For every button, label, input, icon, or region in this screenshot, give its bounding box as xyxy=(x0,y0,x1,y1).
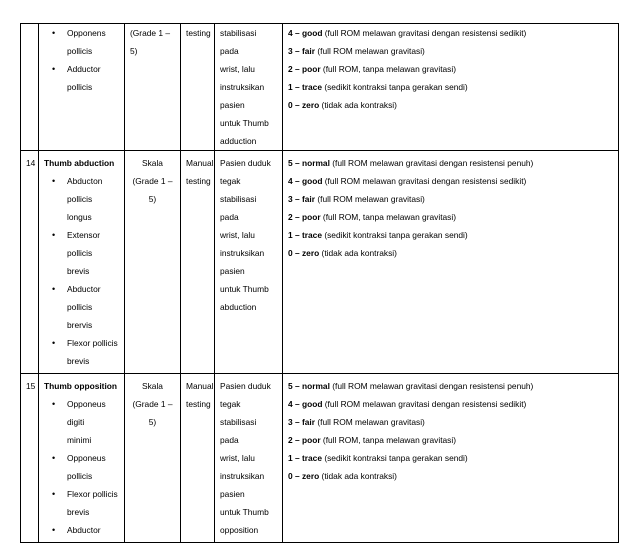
grade-line: 2 – poor (full ROM, tanpa melawan gravitasi) xyxy=(288,64,457,74)
bullet-icon: • xyxy=(52,489,56,499)
grade-line: 3 – fair (full ROM melawan gravitasi) xyxy=(288,194,425,204)
table-body xyxy=(21,24,619,543)
grade-line: 2 – poor (full ROM, tanpa melawan gravitasi) xyxy=(288,212,457,222)
grade-line: 4 – good (full ROM melawan gravitasi dengan resistensi sedikit) xyxy=(288,176,527,186)
row-number-cell xyxy=(21,24,39,151)
muscle-list xyxy=(44,172,119,370)
table-row xyxy=(21,24,619,151)
grade-cell xyxy=(283,151,619,374)
table-row xyxy=(21,151,619,374)
method-cell xyxy=(181,24,215,151)
muscle-item: • Abductor pollicis brervis xyxy=(44,280,119,334)
scale-line: (Grade 1 – 5) xyxy=(132,399,173,427)
procedure-cell: Pasien duduk tegak stabilisasi pada wrist, lalu instruksikan pasien untuk Thumb opposition xyxy=(215,374,283,543)
scale-line: Skala xyxy=(142,381,163,391)
muscle-cell xyxy=(39,374,125,543)
grade-line: 1 – trace (sedikit kontraksi tanpa gerakan sendi) xyxy=(288,230,468,240)
method-cell xyxy=(181,151,215,374)
muscle-title: Thumb opposition xyxy=(44,381,118,391)
scale-cell xyxy=(125,151,181,374)
method-line: testing xyxy=(186,176,211,186)
grade-cell xyxy=(283,24,619,151)
muscle-title: Thumb abduction xyxy=(44,158,115,168)
bullet-icon: • xyxy=(52,453,56,463)
bullet-icon: • xyxy=(52,525,56,535)
method-line: testing xyxy=(186,28,211,38)
grade-line: 0 – zero (tidak ada kontraksi) xyxy=(288,471,397,481)
bullet-icon: • xyxy=(52,399,56,409)
grade-line: 1 – trace (sedikit kontraksi tanpa gerakan sendi) xyxy=(288,453,468,463)
muscle-item: • Flexor pollicis brevis xyxy=(44,485,119,521)
grade-line: 2 – poor (full ROM, tanpa melawan gravitasi) xyxy=(288,435,457,445)
grade-line: 3 – fair (full ROM melawan gravitasi) xyxy=(288,46,425,56)
muscle-list xyxy=(44,24,119,96)
muscle-item: • Opponeus digiti minimi xyxy=(44,395,119,449)
bullet-icon: • xyxy=(52,230,56,240)
scale-cell xyxy=(125,374,181,543)
grade-line: 3 – fair (full ROM melawan gravitasi) xyxy=(288,417,425,427)
muscle-item: • Abductor xyxy=(44,521,119,539)
grade-line: 5 – normal (full ROM melawan gravitasi dengan resistensi penuh) xyxy=(288,158,534,168)
bullet-icon: • xyxy=(52,338,56,348)
row-number-cell: 15 xyxy=(21,374,39,543)
bullet-icon: • xyxy=(52,176,56,186)
bullet-icon: • xyxy=(52,64,56,74)
scale-line: Skala xyxy=(142,158,163,168)
bullet-icon: • xyxy=(52,284,56,294)
muscle-item: • Extensor pollicis brevis xyxy=(44,226,119,280)
muscle-item: • Opponens pollicis xyxy=(44,24,119,60)
grade-line: 0 – zero (tidak ada kontraksi) xyxy=(288,248,397,258)
muscle-cell xyxy=(39,24,125,151)
grade-line: 5 – normal (full ROM melawan gravitasi dengan resistensi penuh) xyxy=(288,381,534,391)
method-line: testing xyxy=(186,399,211,409)
muscle-list xyxy=(44,395,119,539)
bullet-icon: • xyxy=(52,28,56,38)
scale-line: (Grade 1 – 5) xyxy=(130,28,171,56)
scale-line: (Grade 1 – 5) xyxy=(132,176,173,204)
grade-line: 0 – zero (tidak ada kontraksi) xyxy=(288,100,397,110)
grade-line: 4 – good (full ROM melawan gravitasi dengan resistensi sedikit) xyxy=(288,28,527,38)
procedure-cell: stabilisasi pada wrist, lalu instruksikan pasien untuk Thumb adduction xyxy=(215,24,283,151)
grade-line: 1 – trace (sedikit kontraksi tanpa gerakan sendi) xyxy=(288,82,468,92)
muscle-item: • Flexor pollicis brevis xyxy=(44,334,119,370)
muscle-item: • Abducton pollicis longus xyxy=(44,172,119,226)
grade-line: 4 – good (full ROM melawan gravitasi dengan resistensi sedikit) xyxy=(288,399,527,409)
muscle-test-table xyxy=(20,23,619,543)
muscle-cell xyxy=(39,151,125,374)
muscle-item: • Adductor pollicis xyxy=(44,60,119,96)
scale-cell xyxy=(125,24,181,151)
grade-cell xyxy=(283,374,619,543)
muscle-item: • Opponeus pollicis xyxy=(44,449,119,485)
method-cell xyxy=(181,374,215,543)
method-line: Manual xyxy=(186,381,214,391)
row-number-cell: 14 xyxy=(21,151,39,374)
procedure-cell: Pasien duduk tegak stabilisasi pada wrist, lalu instruksikan pasien untuk Thumb abduction xyxy=(215,151,283,374)
method-line: Manual xyxy=(186,158,214,168)
table-row xyxy=(21,374,619,543)
